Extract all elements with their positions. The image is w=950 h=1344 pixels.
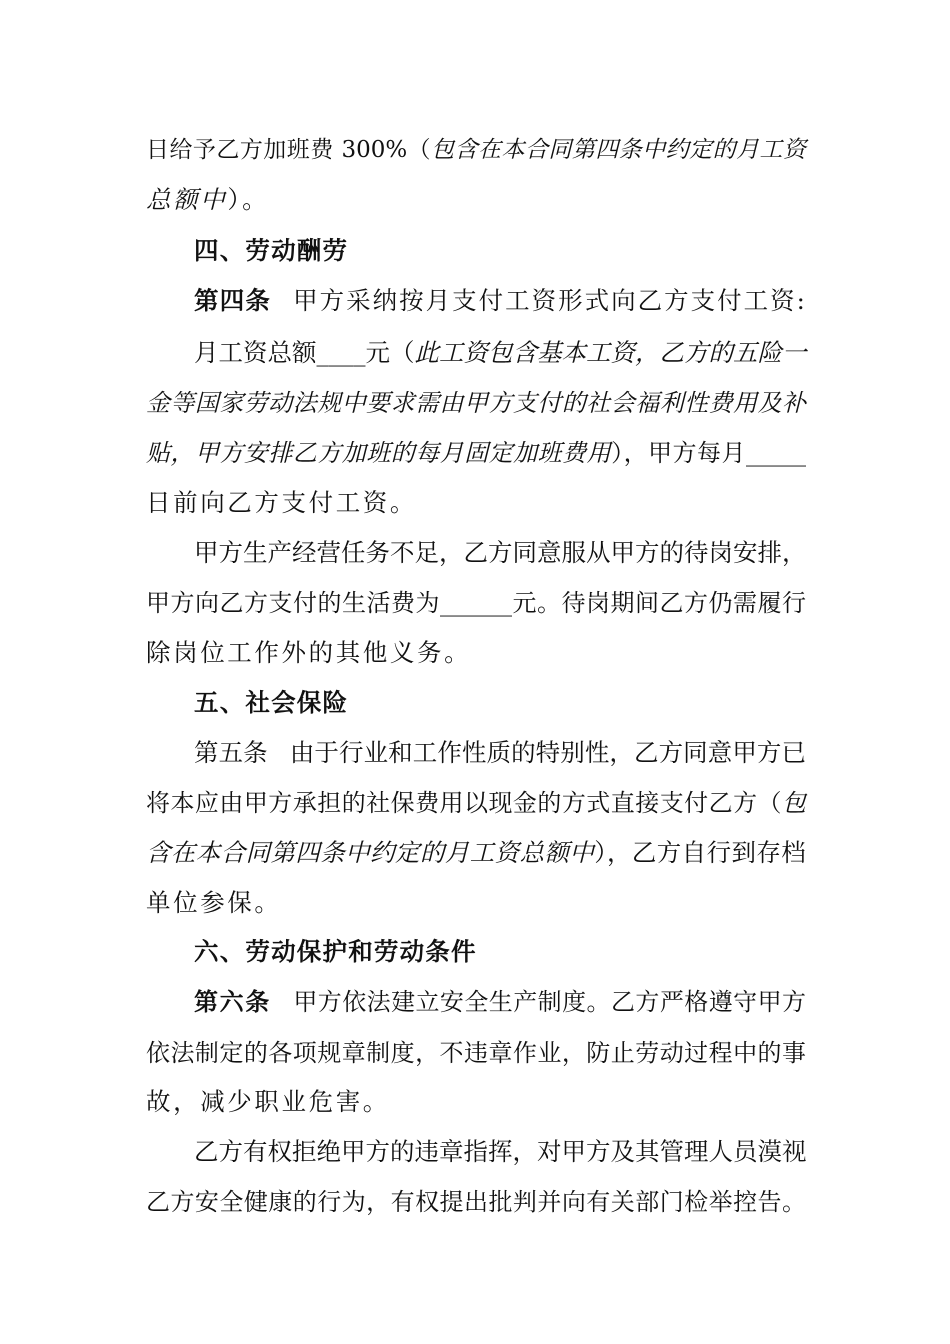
- paragraph-line: 单位参保。: [146, 888, 282, 917]
- paragraph-line: 日前向乙方支付工资。: [146, 488, 417, 517]
- text-run: ）。: [227, 185, 270, 214]
- article-6-label: 第六条: [194, 988, 271, 1016]
- text-run: 日给予乙方加班费 300%（: [146, 137, 432, 163]
- paragraph-line: [146, 133, 806, 167]
- paragraph-line: 金等国家劳动法规中要求需由甲方支付的社会福利性费用及补: [146, 389, 806, 417]
- text-run: 将本应由甲方承担的社保费用以现金的方式直接支付乙方（: [146, 789, 782, 817]
- text-run: 由于行业和工作性质的特别性，乙方同意甲方已: [289, 738, 806, 767]
- article-5-label: 第五条: [194, 738, 268, 767]
- italic-text-run: 包含在本合同第四条中约定的月工资: [431, 137, 806, 163]
- text-run: 甲方依法建立安全生产制度。乙方严格遵守甲方: [292, 988, 806, 1016]
- text-run: ），甲方每月_____: [611, 439, 807, 467]
- paragraph-line: [146, 786, 806, 820]
- paragraph-line: 乙方安全健康的行为，有权提出批判并向有关部门检举控告。: [146, 1188, 806, 1216]
- italic-text-run: 总额中: [146, 185, 228, 214]
- article-6-line: [194, 985, 806, 1019]
- paragraph-line: [146, 836, 806, 870]
- italic-text-run: 含在本合同第四条中约定的月工资总额中: [146, 838, 595, 867]
- text-run: 甲方采纳按月支付工资形式向乙方支付工资:: [293, 286, 807, 315]
- paragraph-line: 故，减少职业危害。: [146, 1087, 390, 1116]
- paragraph-line: 乙方有权拒绝甲方的违章指挥，对甲方及其管理人员漠视: [194, 1137, 807, 1166]
- article-4-line: [194, 284, 806, 318]
- text-run: ），乙方自行到存档: [594, 838, 806, 867]
- article-5-line: [194, 736, 806, 770]
- text-run: 月工资总额____元（: [194, 338, 415, 367]
- section-heading-5: 五、社会保险: [194, 688, 349, 717]
- italic-text-run: 此工资包含基本工资，乙方的五险一: [414, 338, 807, 367]
- paragraph-line: [146, 183, 806, 217]
- paragraph-line: 除岗位工作外的其他义务。: [146, 638, 472, 667]
- section-heading-6: 六、劳动保护和劳动条件: [194, 937, 477, 966]
- paragraph-line: 依法制定的各项规章制度，不违章作业，防止劳动过程中的事: [146, 1039, 806, 1067]
- italic-text-run: 包: [782, 789, 806, 817]
- article-4-label: 第四条: [194, 286, 272, 315]
- paragraph-line: 甲方向乙方支付的生活费为______元。待岗期间乙方仍需履行: [146, 589, 806, 617]
- paragraph-line: [194, 336, 806, 370]
- section-heading-4: 四、劳动酬劳: [194, 236, 349, 265]
- paragraph-line: [146, 436, 806, 470]
- paragraph-line: 甲方生产经营任务不足，乙方同意服从甲方的待岗安排，: [194, 538, 807, 567]
- italic-text-run: 贴，甲方安排乙方加班的每月固定加班费用: [146, 439, 612, 467]
